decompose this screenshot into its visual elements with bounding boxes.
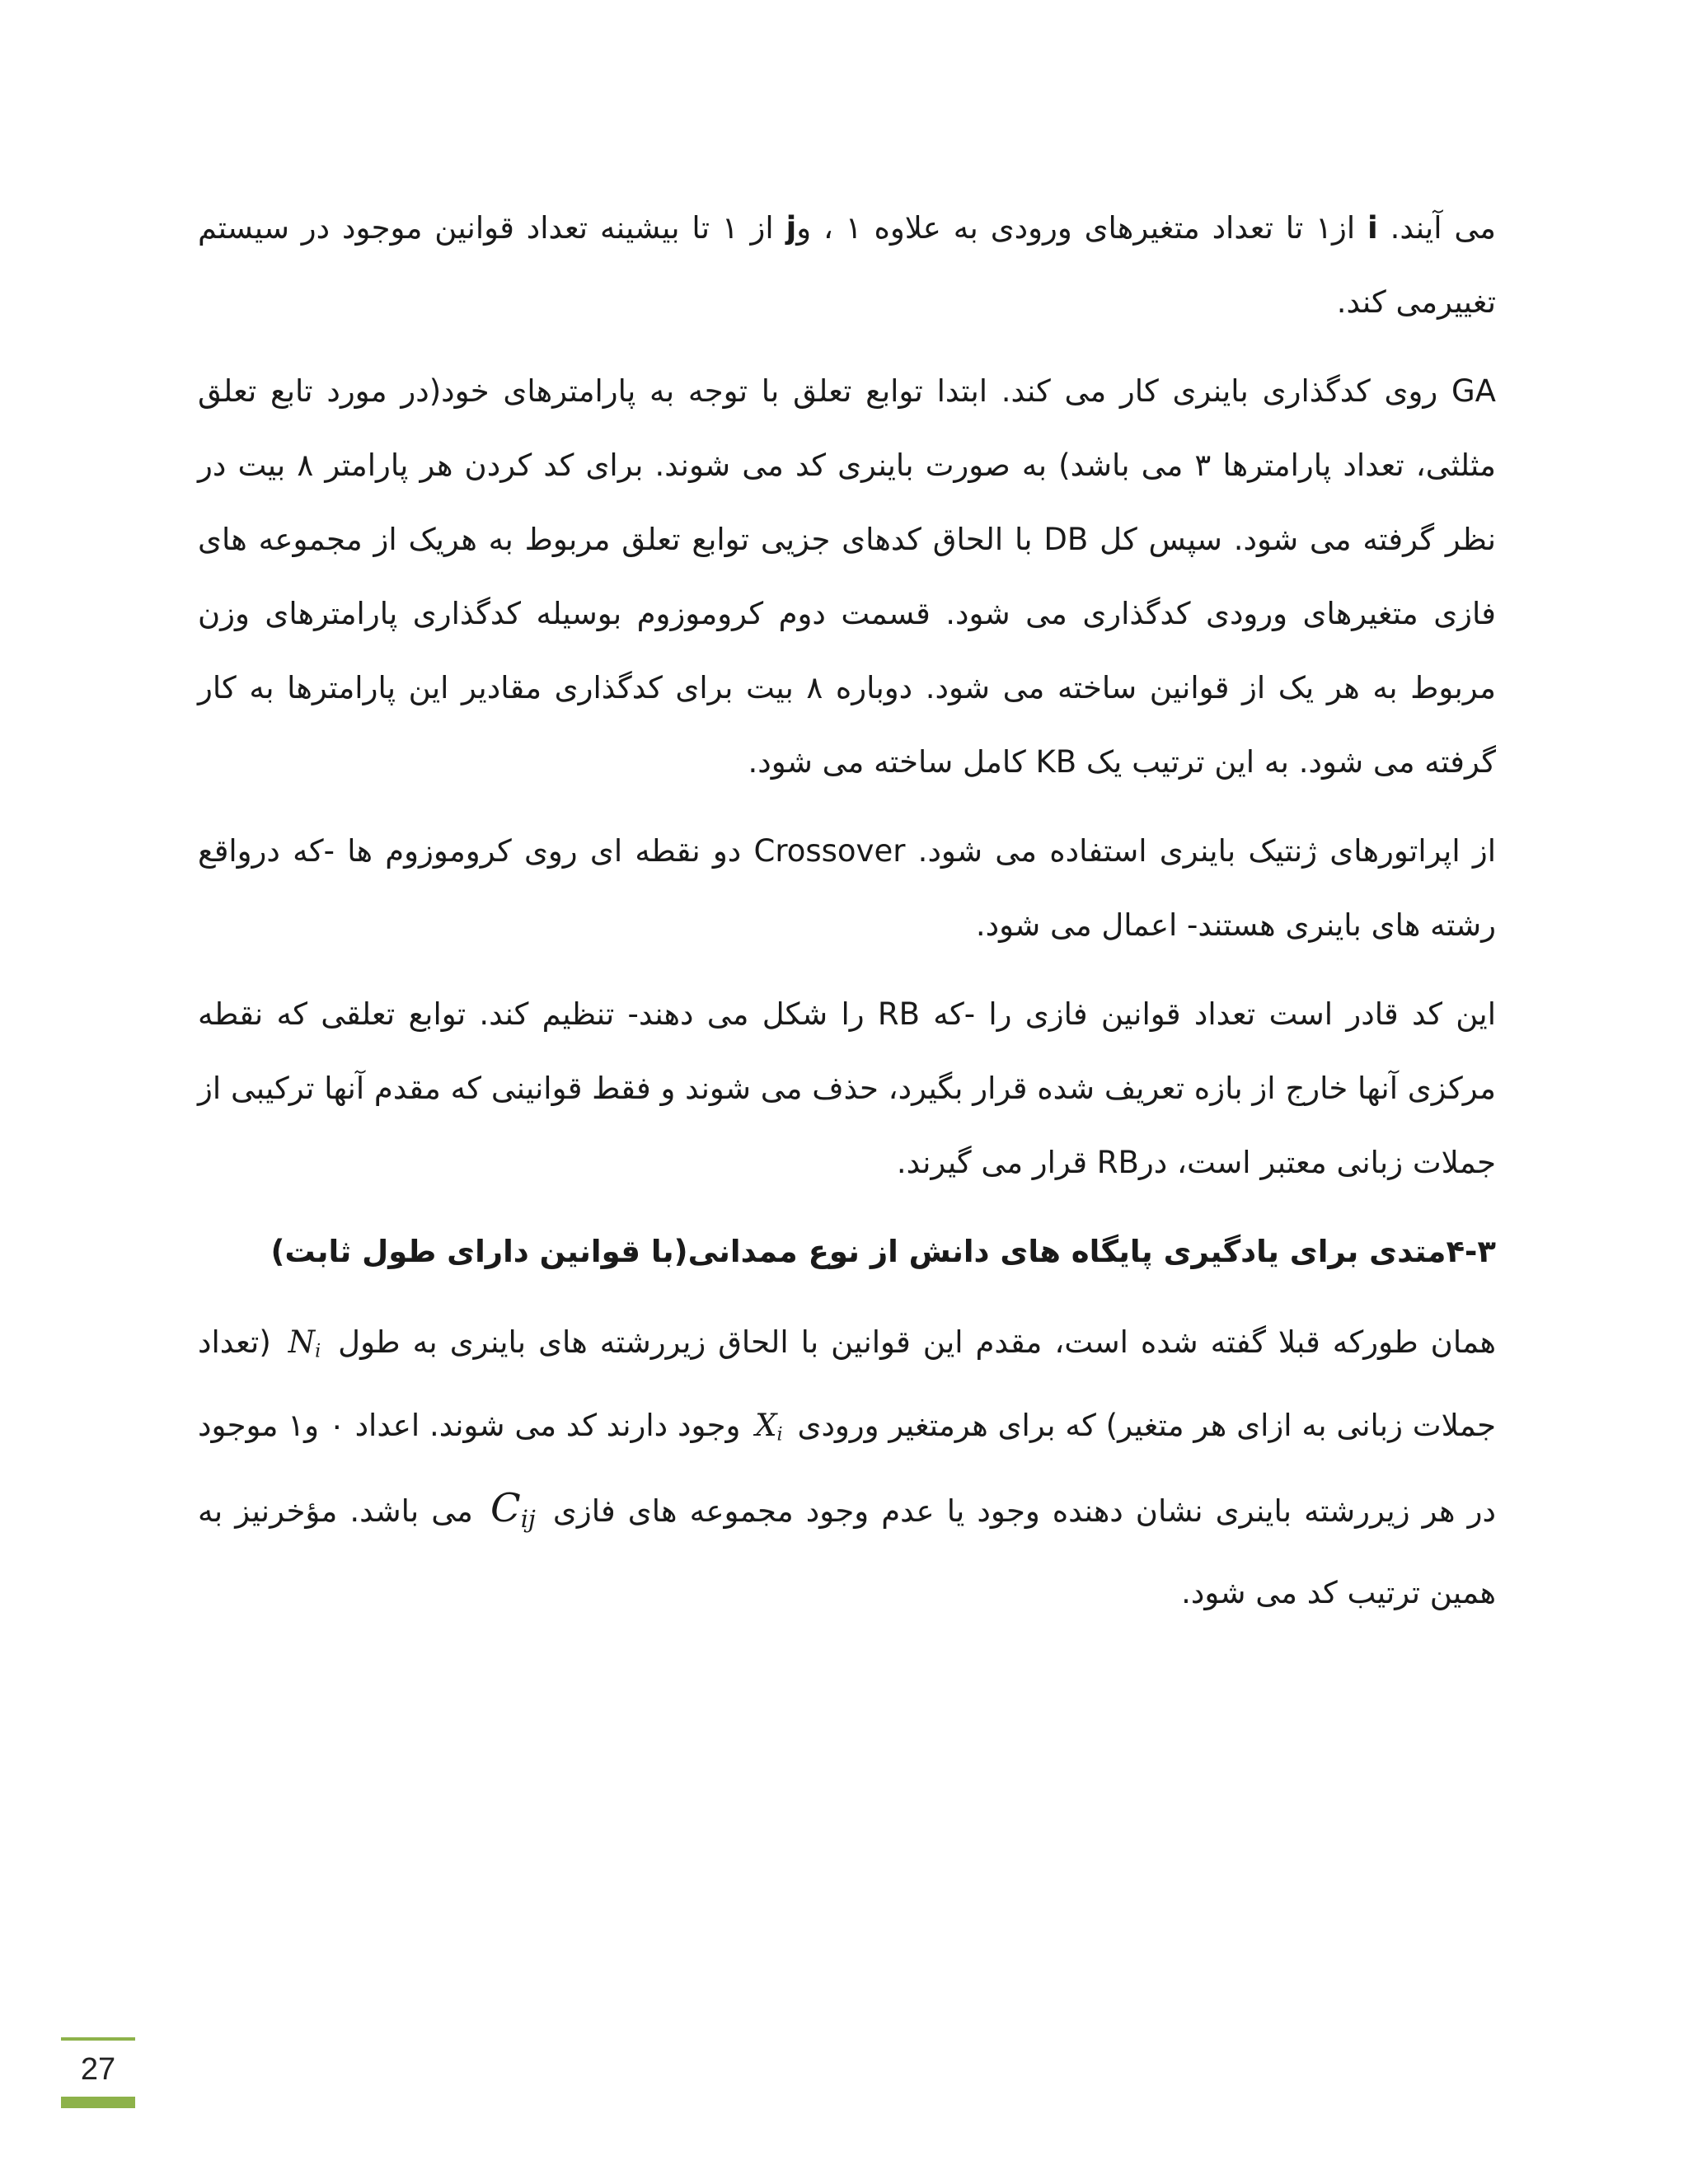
- p1-text-1: می آیند.: [1377, 210, 1497, 246]
- p4-text-2: را شکل می دهند- تنظیم کند. توابع تعلقی که نقطه مرکزی آنها خارج از بازه تعریف شده قرار بگیرد، حذف می شوند و فقط قوانینی که مقدم آنها ترکیبی از جملات زبانی معتبر است، در: [198, 996, 1496, 1180]
- paragraph-2: [198, 354, 1496, 799]
- p4-text-1: این کد قادر است تعداد قوانین فازی را -که: [919, 996, 1497, 1032]
- term-crossover: Crossover: [753, 833, 906, 869]
- term-db: DB: [1043, 522, 1089, 557]
- p2-text-2: با الحاق کدهای جزیی توابع تعلق مربوط به هریک از مجموعه های فازی متغیرهای ورودی کدگذاری می شود. قسمت دوم کروموزوم بوسیله کدگذاری پارامترهای وزن مربوط به هر یک از قوانین ساخته می شود. دوباره ۸ بیت برای کدگذاری مقادیر این پارامترها به کار گرفته می شود. به این ترتیب یک: [198, 522, 1497, 780]
- paragraph-5: [198, 1305, 1496, 1630]
- paragraph-3: [198, 814, 1496, 963]
- section-heading: ۴-۳متدی برای یادگیری پایگاه های دانش از نوع ممدانی(با قوانین دارای طول ثابت): [270, 1234, 1496, 1269]
- var-i: i: [1367, 210, 1378, 246]
- footer-accent-line-bottom: [61, 2097, 135, 2108]
- math-n-sub: i: [315, 1340, 321, 1362]
- math-c-sub: ij: [520, 1505, 536, 1534]
- var-j: j: [785, 210, 797, 246]
- p5-text-4: می باشد. مؤخرنیز به همین ترتیب کد می شود.: [198, 1493, 1496, 1611]
- paragraph-1: [198, 191, 1496, 340]
- p1-text-3: از ۱ تا بیشینه تعداد قوانین موجود در سیستم تغییرمی کند.: [198, 210, 1496, 320]
- math-n-i: [284, 1305, 326, 1389]
- math-x-base: X: [755, 1407, 777, 1443]
- p3-text-2: دو نقطه ای روی کروموزوم ها -که درواقع رشته های باینری هستند- اعمال می شود.: [198, 833, 1496, 943]
- term-rb-1: RB: [877, 996, 920, 1032]
- paragraph-4: [198, 977, 1496, 1200]
- math-c-base: C: [490, 1485, 521, 1532]
- p4-text-3: قرار می گیرند.: [896, 1145, 1097, 1180]
- page-number: 27: [80, 2052, 116, 2087]
- math-c-ij: [485, 1471, 541, 1556]
- page-body: [198, 191, 1496, 1645]
- p5-text-1: همان طورکه قبلا گفته شده است، مقدم این قوانین با الحاق زیررشته های باینری به طول: [326, 1324, 1496, 1360]
- p1-text-2: از۱ تا تعداد متغیرهای ورودی به علاوه ۱ ، و: [796, 210, 1368, 246]
- p2-text-3: کامل ساخته می شود.: [748, 744, 1036, 780]
- term-rb-2: RB: [1096, 1145, 1139, 1180]
- p5-text-2: (تعداد جملات زبانی به ازای هر متغیر) که برای هرمتغیر ورودی: [198, 1324, 1496, 1443]
- p5-text-3: وجود دارند کد می شوند. اعداد ۰ و۱ موجود در هر زیررشته باینری نشان دهنده وجود یا عدم وجود مجموعه های فازی: [198, 1407, 1496, 1530]
- p2-text-1: روی کدگذاری باینری کار می کند. ابتدا توابع تعلق با توجه به پارامترهای خود(در مورد تابع تعلق مثلثی، تعداد پارامترها ۳ می باشد) به صورت باینری کد می شوند. برای کد کردن هر پارامتر ۸ بیت در نظر گرفته می شود. سپس کل: [198, 373, 1496, 557]
- p3-text-1: از اپراتورهای ژنتیک باینری استفاده می شود.: [905, 833, 1496, 869]
- term-ga: GA: [1451, 373, 1496, 409]
- math-n-base: N: [288, 1324, 316, 1360]
- term-kb: KB: [1035, 744, 1077, 780]
- math-x-sub: i: [776, 1423, 783, 1446]
- math-x-i: [750, 1389, 787, 1472]
- footer-accent-line-top: [61, 2037, 135, 2041]
